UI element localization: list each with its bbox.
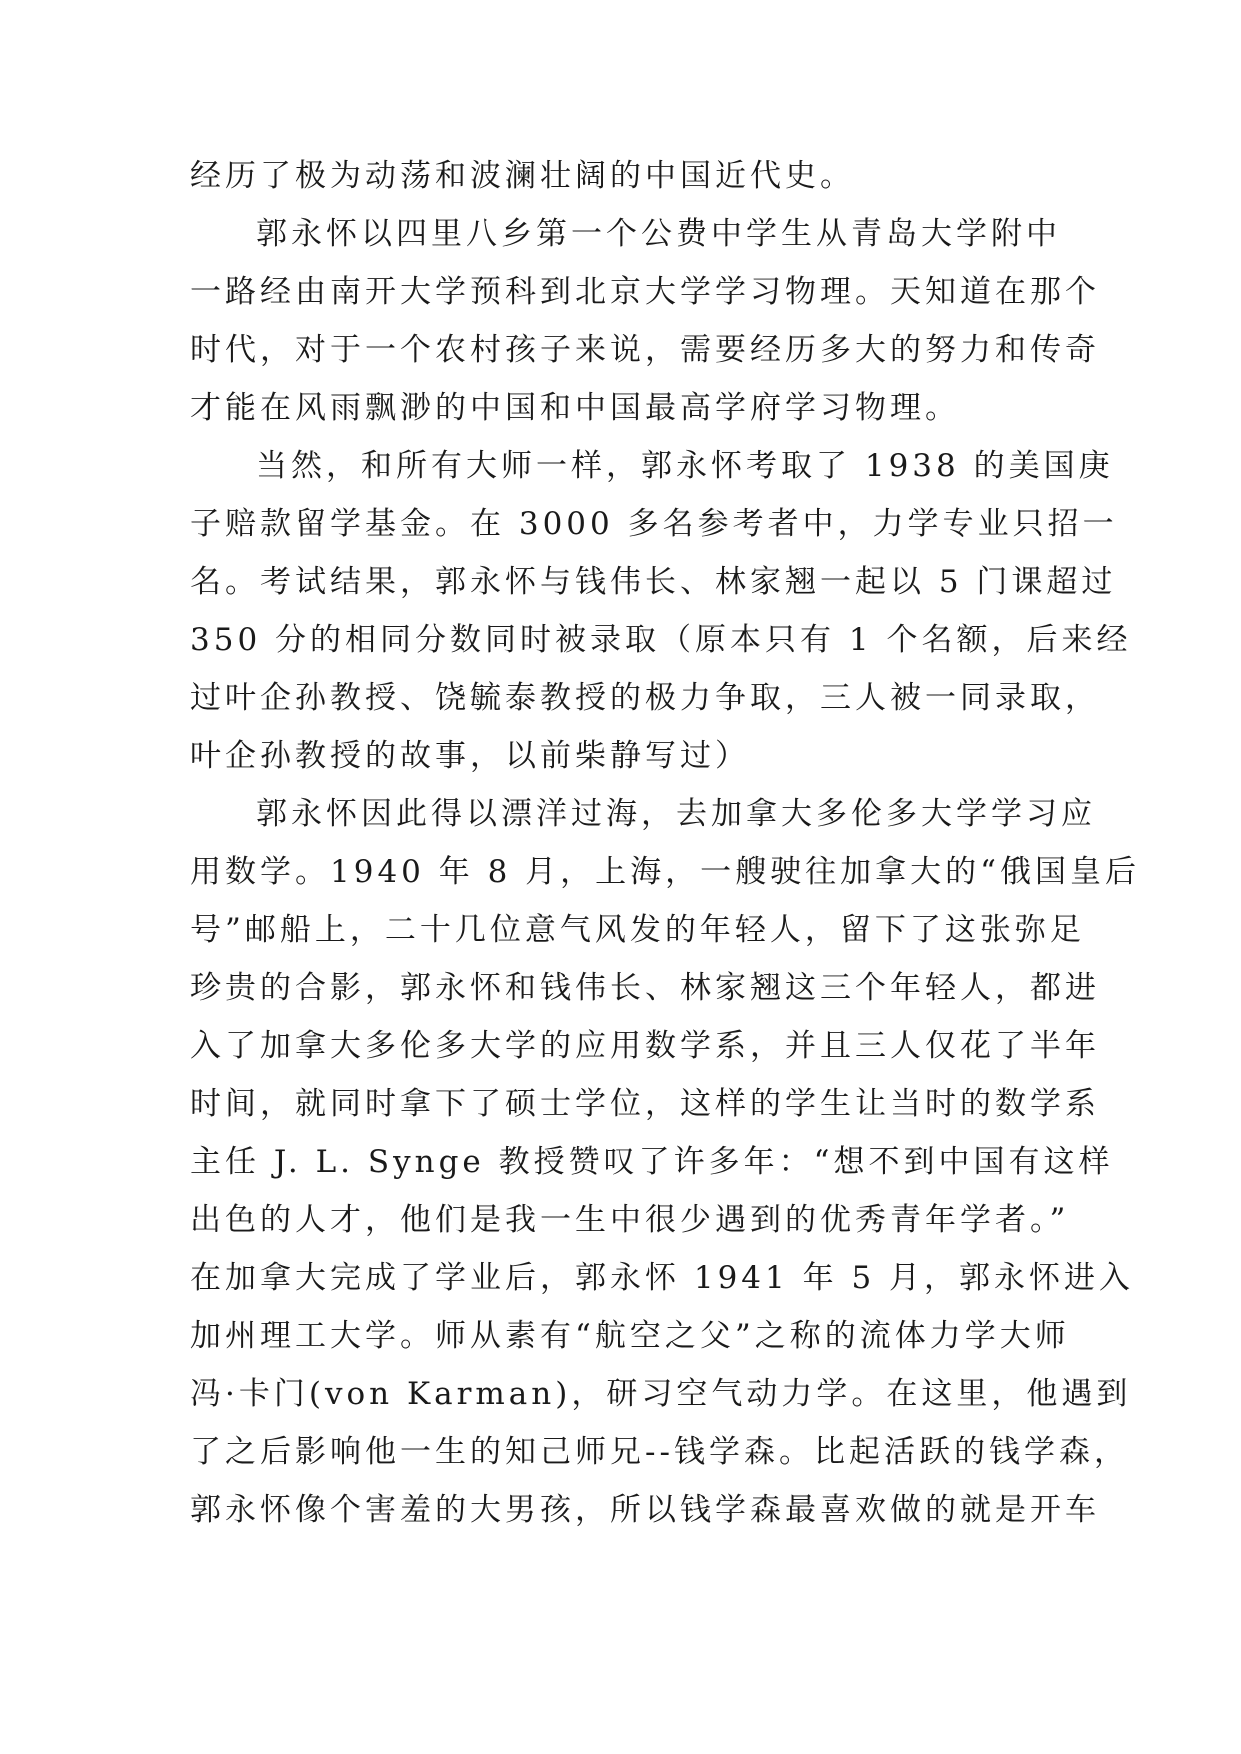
body-text [190, 147, 1141, 1539]
text-line: 入了加拿大多伦多大学的应用数学系，并且三人仅花了半年 [190, 1028, 1100, 1064]
text-line: 用数学。1940 年 8 月，上海，一艘驶往加拿大的“俄国皇后 [190, 854, 1141, 890]
text-line: 出色的人才，他们是我一生中很少遇到的优秀青年学者。” [190, 1202, 1070, 1238]
text-line: 一路经由南开大学预科到北京大学学习物理。天知道在那个 [190, 274, 1100, 310]
text-line: 名。考试结果，郭永怀与钱伟长、林家翘一起以 5 门课超过 [190, 564, 1117, 600]
text-line: 郭永怀以四里八乡第一个公费中学生从青岛大学附中 [256, 216, 1061, 252]
text-line: 叶企孙教授的故事，以前柴静写过） [190, 738, 750, 774]
text-line: 主任 J. L. Synge 教授赞叹了许多年：“想不到中国有这样 [190, 1144, 1114, 1180]
text-line: 才能在风雨飘渺的中国和中国最高学府学习物理。 [190, 390, 960, 426]
text-line: 冯·卡门(von Karman)，研习空气动力学。在这里，他遇到 [190, 1376, 1132, 1412]
text-line: 当然，和所有大师一样，郭永怀考取了 1938 的美国庚 [256, 448, 1114, 484]
text-line: 经历了极为动荡和波澜壮阔的中国近代史。 [190, 158, 855, 194]
text-line: 在加拿大完成了学业后，郭永怀 1941 年 5 月，郭永怀进入 [190, 1260, 1135, 1296]
text-line: 时代，对于一个农村孩子来说，需要经历多大的努力和传奇 [190, 332, 1100, 368]
text-line: 加州理工大学。师从素有“航空之父”之称的流体力学大师 [190, 1318, 1070, 1354]
text-line: 时间，就同时拿下了硕士学位，这样的学生让当时的数学系 [190, 1086, 1100, 1122]
text-line: 郭永怀像个害羞的大男孩，所以钱学森最喜欢做的就是开车 [190, 1492, 1100, 1528]
text-line: 子赔款留学基金。在 3000 多名参考者中，力学专业只招一 [190, 506, 1118, 542]
text-line: 号”邮船上，二十几位意气风发的年轻人，留下了这张弥足 [190, 912, 1085, 948]
text-line: 珍贵的合影，郭永怀和钱伟长、林家翘这三个年轻人，都进 [190, 970, 1100, 1006]
text-line: 350 分的相同分数同时被录取（原本只有 1 个名额，后来经 [190, 622, 1132, 658]
text-line: 郭永怀因此得以漂洋过海，去加拿大多伦多大学学习应 [256, 796, 1096, 832]
text-line: 过叶企孙教授、饶毓泰教授的极力争取，三人被一同录取， [190, 680, 1100, 716]
text-line: 了之后影响他一生的知己师兄--钱学森。比起活跃的钱学森， [190, 1434, 1129, 1470]
